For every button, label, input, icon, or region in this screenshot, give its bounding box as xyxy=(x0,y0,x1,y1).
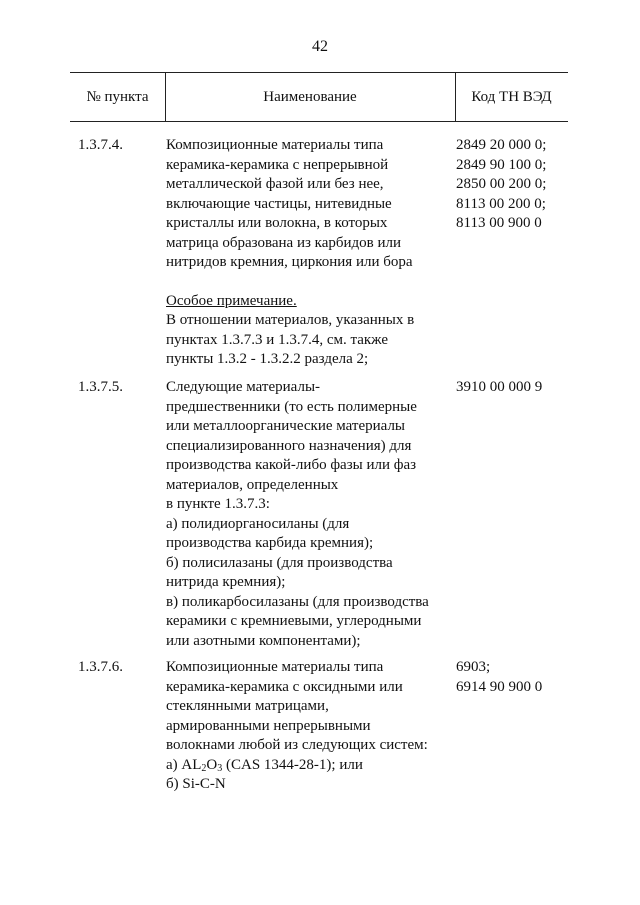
code-line: 8113 00 900 0 xyxy=(456,215,542,231)
name-line: в) поликарбосилазаны (для производства xyxy=(166,593,429,610)
name-line: армированными непрерывными xyxy=(166,717,371,734)
code-line: 6914 90 900 0 xyxy=(456,678,543,695)
item-name xyxy=(166,378,451,651)
name-line: в пункте 1.3.7.3: xyxy=(166,496,270,512)
header-code: Код ТН ВЭД xyxy=(471,89,552,105)
item-number: 1.3.7.4. xyxy=(78,137,123,153)
formula-subscript: 2 xyxy=(201,762,207,774)
page-number: 42 xyxy=(312,38,328,55)
name-line: материалов, определенных xyxy=(166,476,339,493)
name-line: а) полидиорганосиланы (для xyxy=(166,515,350,532)
name-line: производства карбида кремния); xyxy=(166,535,374,551)
name-line: Следующие материалы- xyxy=(166,379,321,395)
name-line: производства какой-либо фазы или фаз xyxy=(166,457,417,473)
header-name: Наименование xyxy=(263,89,357,105)
item-number: 1.3.7.5. xyxy=(78,379,123,395)
name-line: нитрида кремния); xyxy=(166,574,286,590)
name-line: предшественники (то есть полимерные xyxy=(166,398,417,415)
note-line: пункты 1.3.2 - 1.3.2.2 раздела 2; xyxy=(166,351,369,367)
name-line: или азотными компонентами); xyxy=(166,632,361,649)
item-codes xyxy=(456,136,586,234)
code-line: 2849 20 000 0; xyxy=(456,137,547,153)
name-line: б) Si-C-N xyxy=(166,776,226,792)
note-line: пунктах 1.3.7.3 и 1.3.7.4, см. также xyxy=(166,331,388,348)
formula-mid: O xyxy=(206,756,218,773)
name-line: керамика-керамика с оксидными или xyxy=(166,678,403,695)
formula-line xyxy=(166,756,451,776)
name-line: металлической фазой или без нее, xyxy=(166,176,384,192)
formula-suffix: (CAS 1344-28-1); или xyxy=(222,756,363,773)
name-line: волокнами любой из следующих систем: xyxy=(166,737,428,753)
note-title: Особое примечание. xyxy=(166,292,297,309)
name-line: или металлоорганические материалы xyxy=(166,418,406,434)
code-line: 2849 90 100 0; xyxy=(456,156,547,173)
note-line: В отношении материалов, указанных в xyxy=(166,312,415,328)
item-codes xyxy=(456,378,586,398)
name-line: керамика-керамика с непрерывной xyxy=(166,156,389,173)
code-line: 8113 00 200 0; xyxy=(456,195,546,212)
item-number: 1.3.7.6. xyxy=(78,659,123,675)
item-name xyxy=(166,658,451,795)
name-line: нитридов кремния, циркония или бора xyxy=(166,254,413,270)
code-line: 6903; xyxy=(456,659,491,675)
item-codes xyxy=(456,658,586,697)
name-line: включающие частицы, нитевидные xyxy=(166,195,392,212)
name-line: кристаллы или волокна, в которых xyxy=(166,215,388,231)
name-line: керамики с кремниевыми, углеродными xyxy=(166,613,422,629)
code-line: 3910 00 000 9 xyxy=(456,379,543,395)
name-line: б) полисилазаны (для производства xyxy=(166,554,393,571)
name-line: Композиционные материалы типа xyxy=(166,659,384,675)
name-line: стеклянными матрицами, xyxy=(166,698,329,714)
formula-prefix: а) AL xyxy=(166,756,202,773)
formula-subscript: 3 xyxy=(217,762,223,774)
header-num: № пункта xyxy=(86,89,149,105)
code-line: 2850 00 200 0; xyxy=(456,176,547,192)
item-name xyxy=(166,136,451,370)
name-line: матрица образована из карбидов или xyxy=(166,234,402,251)
name-line: специализированного назначения) для xyxy=(166,437,412,454)
name-line: Композиционные материалы типа xyxy=(166,137,384,153)
table-header xyxy=(70,72,568,122)
